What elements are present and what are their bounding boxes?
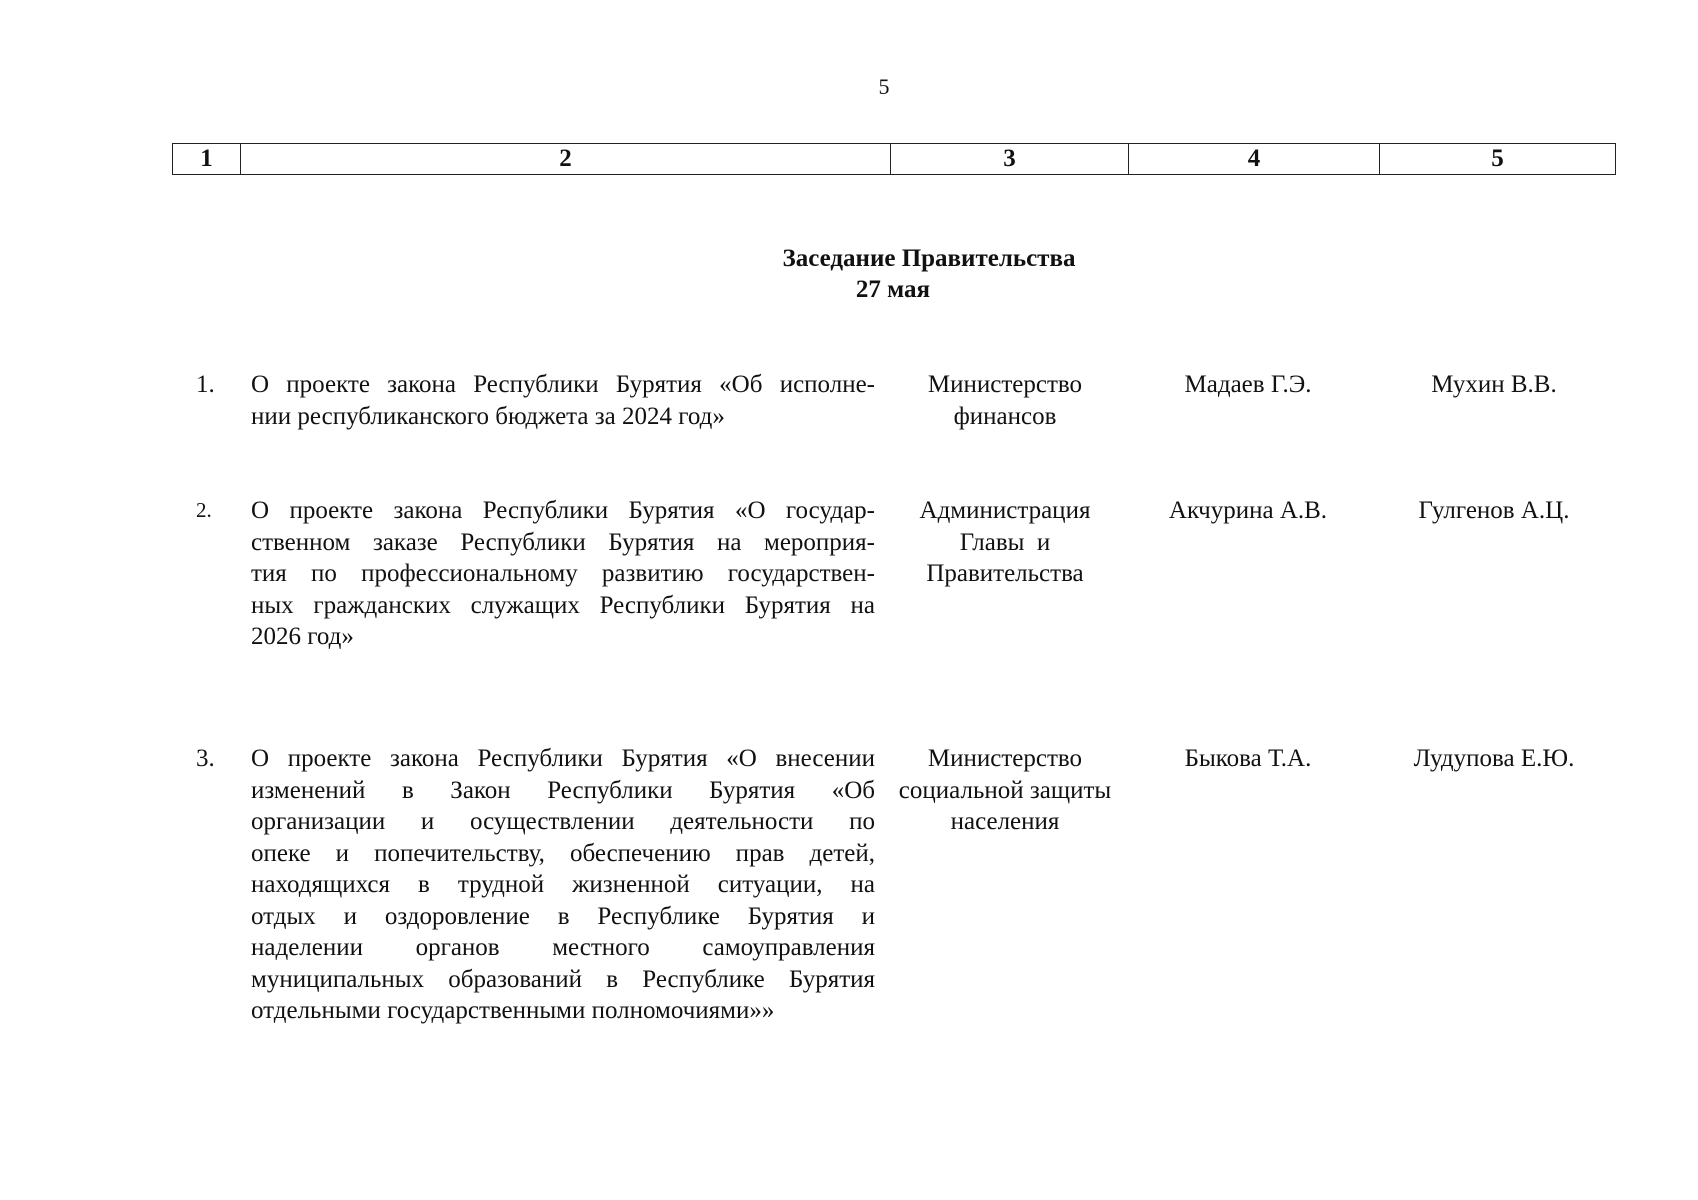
item-organization xyxy=(888,743,1122,838)
column-number-4: 4 xyxy=(1129,144,1380,175)
topic-line: находящихся в трудной жизненной ситуации, на xyxy=(251,871,875,898)
meeting-title: Заседание Правительства xyxy=(782,245,1076,272)
item-responsible: Акчурина А.В. xyxy=(1168,497,1328,524)
organization-line: населения xyxy=(950,808,1060,835)
item-speaker: Гулгенов А.Ц. xyxy=(1418,497,1570,524)
item-organization xyxy=(888,369,1122,432)
topic-line: ственном заказе Республики Бурятия на мероприя- xyxy=(251,528,875,556)
column-number-2: 2 xyxy=(241,144,891,175)
item-number: 2. xyxy=(196,498,212,522)
meeting-date: 27 мая xyxy=(855,276,931,303)
organization-line: Администрация xyxy=(919,497,1091,524)
topic-line: муниципальных образований в Республике Бурятия xyxy=(251,965,875,993)
topic-line: О проекте закона Республики Бурятия «О внесении xyxy=(251,745,875,772)
topic-line: О проекте закона Республики Бурятия «Об исполне- xyxy=(251,371,875,398)
page-number: 5 xyxy=(878,74,890,99)
item-speaker: Лудупова Е.Ю. xyxy=(1413,745,1575,772)
topic-line: наделении органов местного самоуправления xyxy=(251,934,875,961)
item-topic xyxy=(251,495,875,653)
column-number-header xyxy=(172,143,1616,175)
topic-line: отдельными государственными полномочиями»» xyxy=(251,997,775,1024)
topic-line: изменений в Закон Республики Бурятия «Об xyxy=(251,776,875,804)
item-speaker: Мухин В.В. xyxy=(1431,371,1557,398)
organization-line: Министерство xyxy=(927,745,1083,772)
organization-line: Правительства xyxy=(926,560,1084,587)
item-number: 3. xyxy=(196,745,215,772)
organization-line: финансов xyxy=(953,402,1057,430)
topic-line: организации и осуществлении деятельности по xyxy=(251,808,875,835)
column-number-3: 3 xyxy=(891,144,1129,175)
topic-line: нии республиканского бюджета за 2024 год» xyxy=(251,402,725,430)
column-number-1: 1 xyxy=(173,144,241,175)
organization-line: Главы и xyxy=(959,528,1051,556)
topic-line: ных гражданских служащих Республики Бурятия на xyxy=(251,591,875,619)
item-responsible: Быкова Т.А. xyxy=(1184,745,1312,772)
topic-line: О проекте закона Республики Бурятия «О государ- xyxy=(251,497,875,524)
item-topic xyxy=(251,369,875,432)
item-number: 1. xyxy=(196,371,215,398)
topic-line: 2026 год» xyxy=(251,623,354,650)
column-number-5: 5 xyxy=(1380,144,1616,175)
organization-line: Министерство xyxy=(927,371,1083,398)
topic-line: тия по профессиональному развитию государствен- xyxy=(251,560,875,587)
item-organization xyxy=(888,495,1122,590)
organization-line: социальной защиты xyxy=(898,776,1112,804)
item-responsible: Мадаев Г.Э. xyxy=(1184,371,1312,398)
item-topic xyxy=(251,743,875,1027)
topic-line: опеке и попечительству, обеспечению прав детей, xyxy=(251,839,875,867)
topic-line: отдых и оздоровление в Республике Бурятия и xyxy=(251,902,875,930)
column-number-row xyxy=(173,144,1616,175)
